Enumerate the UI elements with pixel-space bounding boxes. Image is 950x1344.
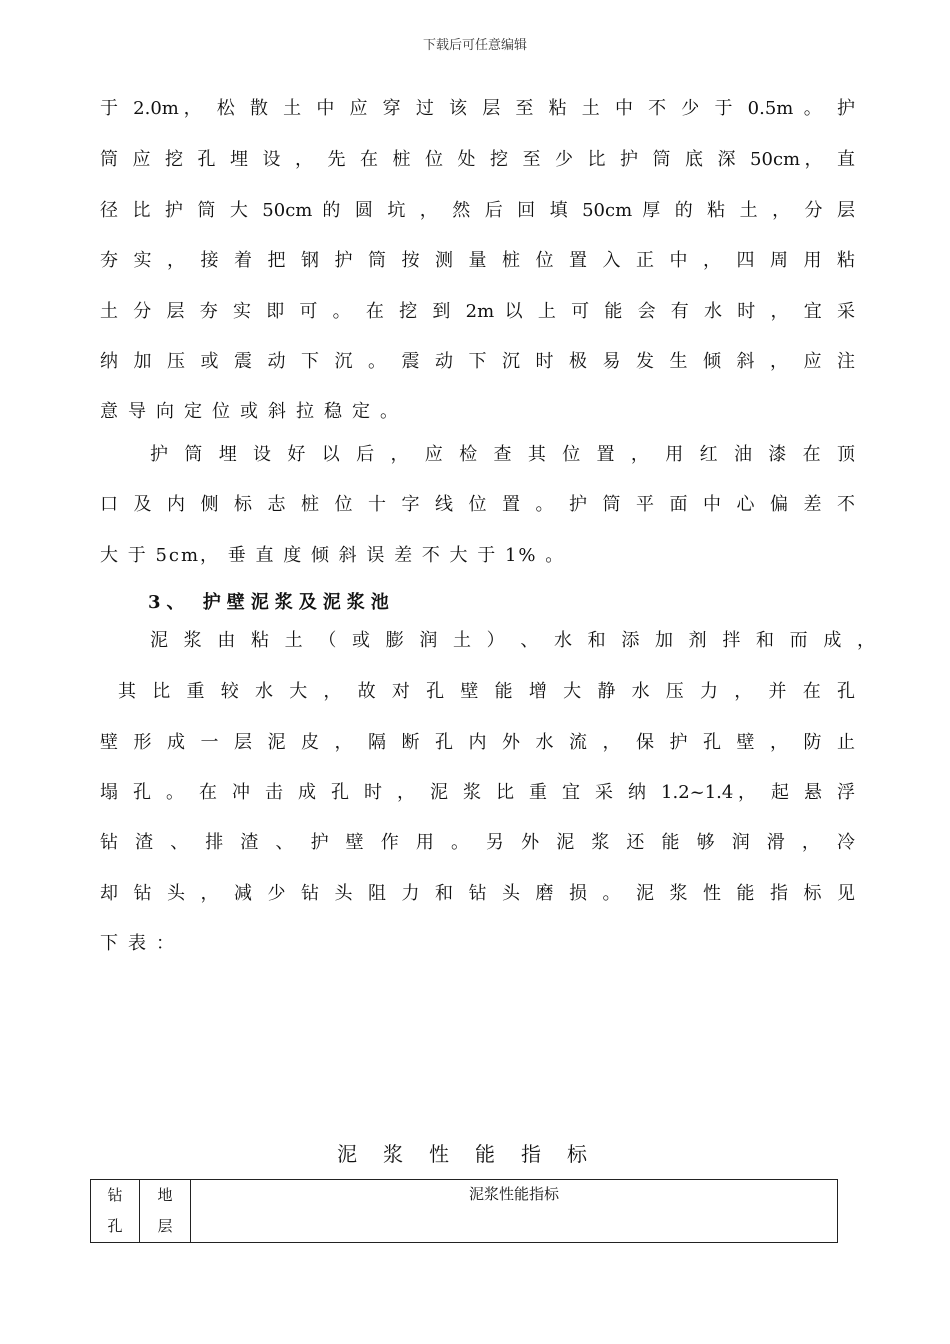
- header-char: 地: [157, 1186, 173, 1204]
- paragraph-line: 护 筒 埋 设 好 以 后 ， 应 检 查 其 位 置 ， 用 红 油 漆 在 顶: [150, 444, 855, 465]
- paragraph-line: 径 比 护 筒 大 50cm 的 圆 坑 ， 然 后 回 填 50cm 厚 的 粘 土 ， 分 层: [100, 200, 855, 221]
- paragraph-line: 钻 渣 、 排 渣 、 护 壁 作 用 。 另 外 泥 浆 还 能 够 润 滑 ， 冷: [100, 832, 855, 853]
- section-heading: 3、 护壁泥浆及泥浆池: [148, 592, 395, 613]
- page-header-note: 下载后可任意编辑: [422, 38, 527, 53]
- paragraph-line: 大 于 5cm， 垂 直 度 倾 斜 误 差 不 大 于 1% 。: [100, 545, 566, 566]
- table-row: [91, 1180, 838, 1243]
- paragraph-line: 于 2.0m， 松 散 土 中 应 穿 过 该 层 至 粘 土 中 不 少 于 0.5m 。 护: [100, 98, 855, 119]
- paragraph-line: 夯 实 ， 接 着 把 钢 护 筒 按 测 量 桩 位 置 入 正 中 ， 四 周 用 粘: [100, 250, 855, 271]
- paragraph-line: 泥 浆 由 粘 土 （ 或 膨 润 土 ） 、 水 和 添 加 剂 拌 和 而 成 ，: [150, 630, 875, 651]
- paragraph-line: 土 分 层 夯 实 即 可 。 在 挖 到 2m 以 上 可 能 会 有 水 时 ， 宜 采: [100, 301, 855, 322]
- table-header-cell: [91, 1180, 140, 1243]
- paragraph-line: 壁 形 成 一 层 泥 皮 ， 隔 断 孔 内 外 水 流 ， 保 护 孔 壁 ， 防 止: [100, 732, 855, 753]
- mud-performance-table: [90, 1179, 838, 1243]
- header-char: 层: [157, 1217, 173, 1235]
- paragraph-line: 纳 加 压 或 震 动 下 沉 。 震 动 下 沉 时 极 易 发 生 倾 斜 ， 应 注: [100, 351, 855, 372]
- paragraph-line: 塌 孔 。 在 冲 击 成 孔 时 ， 泥 浆 比 重 宜 采 纳 1.2~1.4， 起 悬 浮: [100, 782, 855, 803]
- paragraph-line: 意导向定位或斜拉稳定。: [100, 401, 408, 422]
- table-title: 泥浆性能指标: [337, 1142, 613, 1166]
- header-label: 泥浆性能指标: [468, 1185, 559, 1203]
- header-char: 钻: [107, 1186, 123, 1204]
- table-header-cell: [140, 1180, 191, 1243]
- paragraph-line: 筒 应 挖 孔 埋 设 ， 先 在 桩 位 处 挖 至 少 比 护 筒 底 深 50cm， 直: [100, 149, 855, 170]
- paragraph-line: 下表：: [100, 933, 184, 954]
- paragraph-line: 口 及 内 侧 标 志 桩 位 十 字 线 位 置 。 护 筒 平 面 中 心 偏 差 不: [100, 494, 855, 515]
- paragraph-line: 却 钻 头 ， 减 少 钻 头 阻 力 和 钻 头 磨 损 。 泥 浆 性 能 指 标 见: [100, 883, 855, 904]
- paragraph-line: 其 比 重 较 水 大 ， 故 对 孔 壁 能 增 大 静 水 压 力 ， 并 在 孔: [118, 681, 855, 702]
- table-header-cell: [191, 1180, 838, 1243]
- header-char: 孔: [107, 1217, 123, 1235]
